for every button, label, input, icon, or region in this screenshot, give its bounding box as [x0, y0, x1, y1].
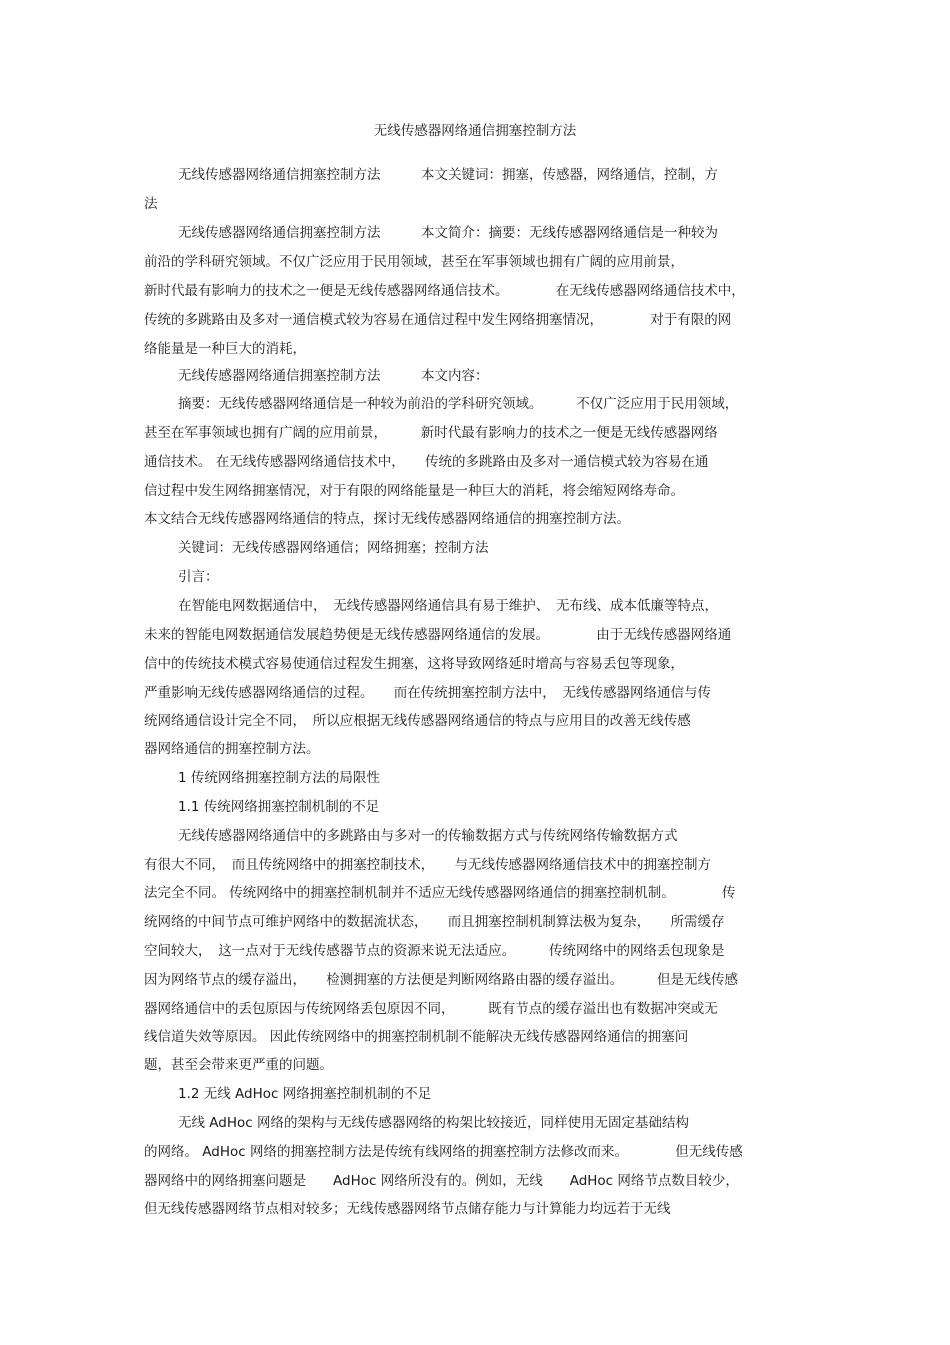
paragraph-line: 统网络通信设计完全不同， 所以应根据无线传感器网络通信的特点与应用目的改善无线传感: [144, 713, 691, 729]
paragraph-line: 传统的多跳路由及多对一通信模式较为容易在通信过程中发生网络拥塞情况， 对于有限的网: [144, 312, 732, 328]
paragraph-line: 未来的智能电网数据通信发展趋势便是无线传感器网络通信的发展。 由于无线传感器网络通: [144, 627, 732, 643]
section-heading: 1 传统网络拥塞控制方法的局限性: [178, 770, 380, 786]
section-heading: 引言：: [178, 569, 219, 585]
paragraph-line: 线信道失效等原因。 因此传统网络中的拥塞控制机制不能解决无线传感器网络通信的拥塞问: [144, 1029, 689, 1045]
paragraph-line: 题，甚至会带来更严重的问题。: [144, 1057, 333, 1073]
paragraph-line: 无线 AdHoc 网络的架构与无线传感器网络的构架比较接近，同样使用无固定基础结构: [178, 1115, 689, 1131]
paragraph-line: 甚至在军事领域也拥有广阔的应用前景， 新时代最有影响力的技术之一便是无线传感器网络: [144, 425, 718, 441]
paragraph-line: 空间较大， 这一点对于无线传感器节点的资源来说无法适应。 传统网络中的网络丢包现象是: [144, 943, 725, 959]
section-heading: 1.1 传统网络拥塞控制机制的不足: [178, 799, 380, 815]
paragraph-line: 无线传感器网络通信中的多跳路由与多对一的传输数据方式与传统网络传输数据方式: [178, 828, 678, 844]
paragraph-line: 器网络通信中的丢包原因与传统网络丢包原因不同， 既有节点的缓存溢出也有数据冲突或无: [144, 1001, 718, 1017]
paragraph-line: 无线传感器网络通信拥塞控制方法 本文简介：摘要：无线传感器网络通信是一种较为: [178, 225, 718, 241]
section-heading: 1.2 无线 AdHoc 网络拥塞控制机制的不足: [178, 1086, 432, 1102]
paragraph-line: 络能量是一种巨大的消耗，: [144, 341, 306, 357]
paragraph-line: 前沿的学科研究领域。不仅广泛应用于民用领域，甚至在军事领域也拥有广阔的应用前景，: [144, 254, 684, 270]
paragraph-line: 法: [144, 196, 158, 212]
keywords-line: 关键词：无线传感器网络通信；网络拥塞；控制方法: [178, 540, 489, 556]
paragraph-line: 信过程中发生网络拥塞情况，对于有限的网络能量是一种巨大的消耗，将会缩短网络寿命。: [144, 483, 684, 499]
paragraph-line: 本文结合无线传感器网络通信的特点，探讨无线传感器网络通信的拥塞控制方法。: [144, 511, 630, 527]
paragraph-line: 信中的传统技术模式容易使通信过程发生拥塞，这将导致网络延时增高与容易丢包等现象，: [144, 656, 684, 672]
paragraph-line: 通信技术。 在无线传感器网络通信技术中， 传统的多跳路由及多对一通信模式较为容易在通: [144, 454, 709, 470]
paragraph-line: 新时代最有影响力的技术之一便是无线传感器网络通信技术。 在无线传感器网络通信技术中，: [144, 283, 745, 299]
paragraph-line: 器网络通信的拥塞控制方法。: [144, 741, 320, 757]
paragraph-line: 无线传感器网络通信拥塞控制方法 本文内容：: [178, 368, 489, 384]
paragraph-line: 的网络。 AdHoc 网络的拥塞控制方法是传统有线网络的拥塞控制方法修改而来。 但无线传感: [144, 1144, 743, 1160]
paragraph-line: 严重影响无线传感器网络通信的过程。 而在传统拥塞控制方法中， 无线传感器网络通信与传: [144, 685, 711, 701]
paragraph-line: 有很大不同， 而且传统网络中的拥塞控制技术， 与无线传感器网络通信技术中的拥塞控制方: [144, 857, 711, 873]
paragraph-line: 统网络的中间节点可维护网络中的数据流状态， 而且拥塞控制机制算法极为复杂， 所需缓存: [144, 914, 725, 930]
paragraph-line: 但无线传感器网络节点相对较多；无线传感器网络节点储存能力与计算能力均远若于无线: [144, 1201, 671, 1217]
paragraph-line: 器网络中的网络拥塞问题是 AdHoc 网络所没有的。例如，无线 AdHoc 网络节点数目较少，: [144, 1173, 739, 1189]
paragraph-line: 摘要：无线传感器网络通信是一种较为前沿的学科研究领域。 不仅广泛应用于民用领域，: [178, 396, 739, 412]
paragraph-line: 无线传感器网络通信拥塞控制方法 本文关键词：拥塞，传感器，网络通信，控制，方: [178, 167, 718, 183]
paragraph-line: 法完全不同。 传统网络中的拥塞控制机制并不适应无线传感器网络通信的拥塞控制机制。 传: [144, 885, 736, 901]
paragraph-line: 因为网络节点的缓存溢出， 检测拥塞的方法便是判断网络路由器的缓存溢出。 但是无线传感: [144, 972, 738, 988]
document-title: 无线传感器网络通信拥塞控制方法: [373, 123, 577, 139]
paragraph-line: 在智能电网数据通信中， 无线传感器网络通信具有易于维护、 无布线、成本低廉等特点，: [178, 598, 718, 614]
